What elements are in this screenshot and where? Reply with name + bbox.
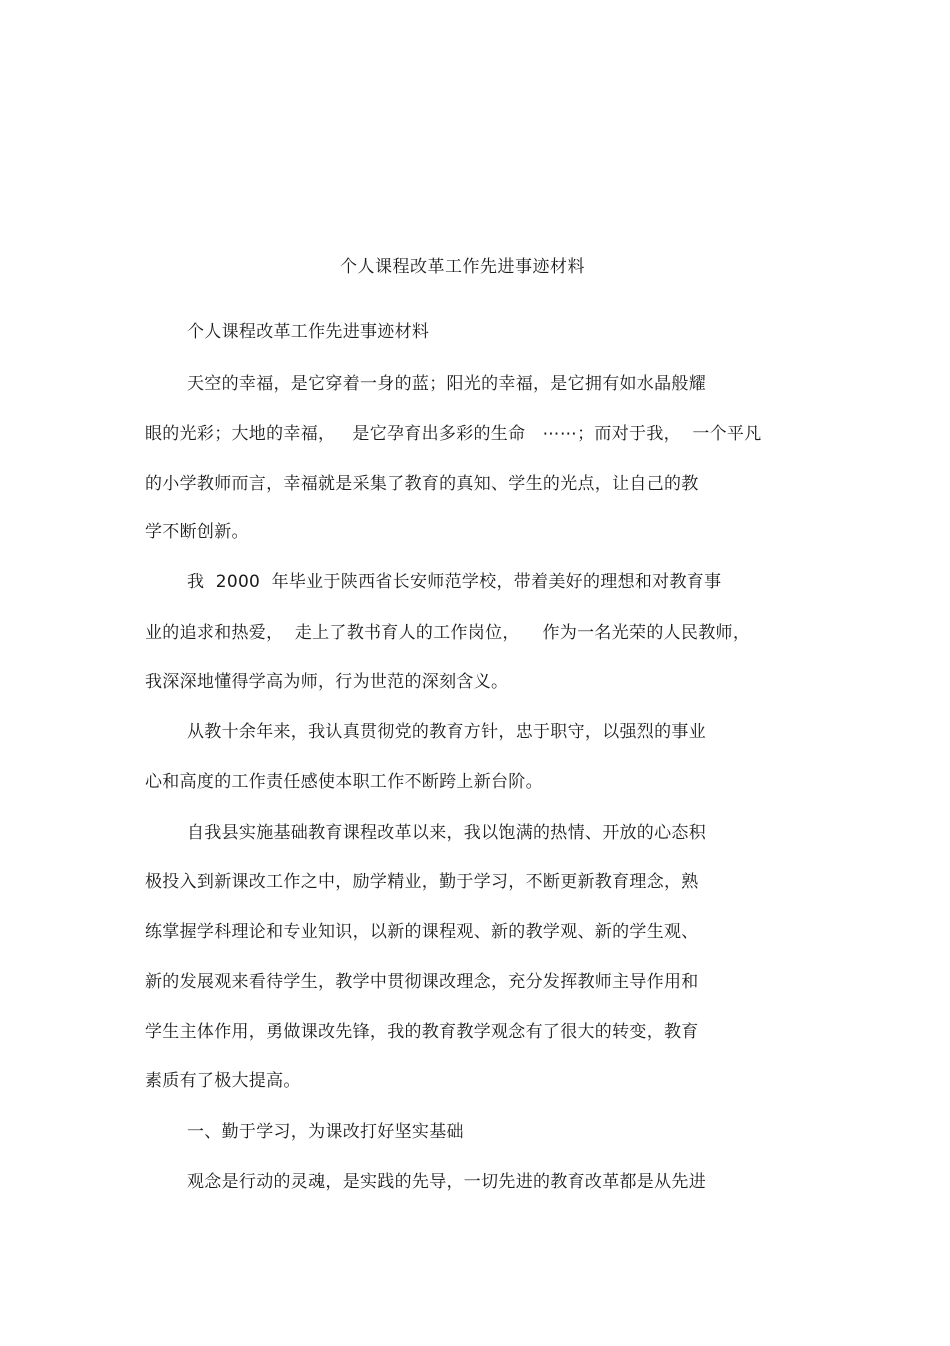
paragraph-line: 我深深地懂得学高为师，行为世范的深刻含义。 xyxy=(145,672,509,692)
paragraph-line: 的小学教师而言，幸福就是采集了教育的真知、学生的光点，让自己的教 xyxy=(145,474,699,494)
paragraph-line: 自我县实施基础教育课程改革以来，我以饱满的热情、开放的心态积 xyxy=(187,823,706,843)
section-heading: 一、勤于学习，为课改打好坚实基础 xyxy=(187,1122,464,1142)
document-title: 个人课程改革工作先进事迹材料 xyxy=(340,257,585,277)
paragraph-line: 从教十余年来，我认真贯彻党的教育方针，忠于职守，以强烈的事业 xyxy=(187,722,706,742)
paragraph-line: 学生主体作用，勇做课改先锋，我的教育教学观念有了很大的转变，教育 xyxy=(145,1022,699,1042)
paragraph-line: 练掌握学科理论和专业知识，以新的课程观、新的教学观、新的学生观、 xyxy=(145,922,699,942)
paragraph-line: 心和高度的工作责任感使本职工作不断跨上新台阶。 xyxy=(145,772,543,792)
paragraph-line: 极投入到新课改工作之中，励学精业，勤于学习，不断更新教育理念，熟 xyxy=(145,872,699,892)
paragraph-line: 学不断创新。 xyxy=(145,522,249,542)
paragraph-line: 天空的幸福，是它穿着一身的蓝；阳光的幸福，是它拥有如水晶般耀 xyxy=(187,374,706,394)
paragraph-line: 眼的光彩；大地的幸福， 是它孕育出多彩的生命 ⋯⋯；而对于我， 一个平凡 xyxy=(145,424,762,444)
paragraph-line: 新的发展观来看待学生，教学中贯彻课改理念，充分发挥教师主导作用和 xyxy=(145,972,699,992)
subtitle-line: 个人课程改革工作先进事迹材料 xyxy=(187,322,430,342)
paragraph-line: 素质有了极大提高。 xyxy=(145,1071,301,1091)
paragraph-line: 观念是行动的灵魂，是实践的先导，一切先进的教育改革都是从先进 xyxy=(187,1172,706,1192)
paragraph-line: 我 2000 年毕业于陕西省长安师范学校，带着美好的理想和对教育事 xyxy=(187,572,722,592)
paragraph-line: 业的追求和热爱， 走上了教书育人的工作岗位， 作为一名光荣的人民教师， xyxy=(145,623,751,643)
